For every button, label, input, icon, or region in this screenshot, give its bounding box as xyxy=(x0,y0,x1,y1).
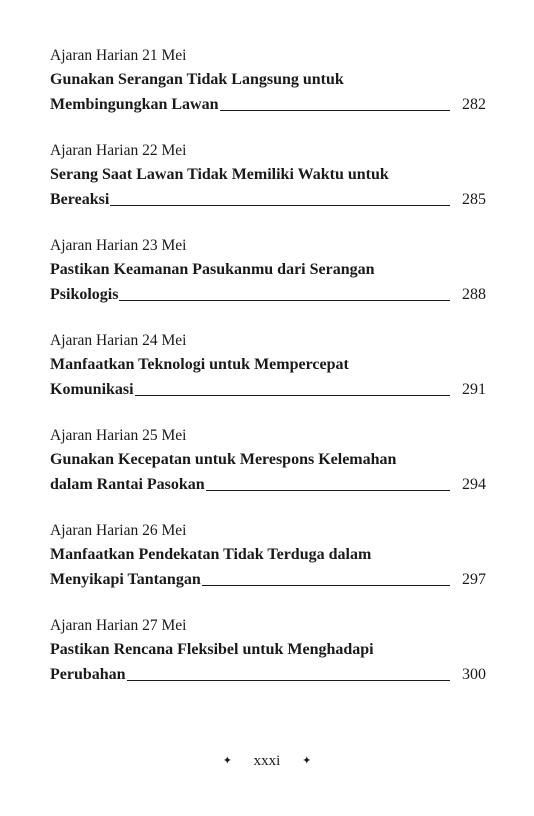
toc-entry xyxy=(50,45,486,117)
entry-title-line2-text: dalam Rantai Pasokan xyxy=(50,476,205,493)
dot-leader xyxy=(127,680,450,681)
entry-kicker: Ajaran Harian 25 Mei xyxy=(50,427,187,444)
entry-page-number: 300 xyxy=(462,666,486,683)
entry-title-line2-text: Komunikasi xyxy=(50,381,134,398)
entry-title-line2-text: Membingungkan Lawan xyxy=(50,96,219,113)
entry-kicker: Ajaran Harian 24 Mei xyxy=(50,332,187,349)
entry-title xyxy=(50,542,486,592)
entry-title xyxy=(50,67,486,117)
entry-page-number: 285 xyxy=(462,191,486,208)
entry-title-line2 xyxy=(50,377,486,402)
ornament-star-icon: ✦ xyxy=(302,754,312,767)
dot-leader xyxy=(220,110,451,111)
entry-page-number: 288 xyxy=(462,286,486,303)
entry-page-number: 294 xyxy=(462,476,486,493)
entry-kicker: Ajaran Harian 23 Mei xyxy=(50,237,187,254)
entry-title-line2-text: Perubahan xyxy=(50,666,126,683)
entry-title xyxy=(50,257,486,307)
entry-kicker: Ajaran Harian 22 Mei xyxy=(50,142,187,159)
entry-title xyxy=(50,447,486,497)
toc-entry xyxy=(50,520,486,592)
toc-entry xyxy=(50,235,486,307)
entry-title xyxy=(50,162,486,212)
entry-title-line2 xyxy=(50,282,486,307)
entry-kicker: Ajaran Harian 26 Mei xyxy=(50,522,187,539)
entry-title-line1: Gunakan Serangan Tidak Langsung untuk xyxy=(50,71,344,88)
entry-title xyxy=(50,637,486,687)
toc-entry xyxy=(50,425,486,497)
entry-title xyxy=(50,352,486,402)
toc-entry xyxy=(50,330,486,402)
entry-title-line2-text: Psikologis xyxy=(50,286,119,303)
entry-title-line2 xyxy=(50,567,486,592)
entry-title-line2-text: Menyikapi Tantangan xyxy=(50,571,201,588)
entry-title-line1: Manfaatkan Teknologi untuk Mempercepat xyxy=(50,356,349,373)
entry-kicker: Ajaran Harian 27 Mei xyxy=(50,617,187,634)
toc-entry xyxy=(50,615,486,687)
entry-title-line2 xyxy=(50,662,486,687)
dot-leader xyxy=(119,300,450,301)
table-of-contents xyxy=(50,45,486,710)
entry-page-number: 282 xyxy=(462,96,486,113)
entry-page-number: 291 xyxy=(462,381,486,398)
entry-title-line1: Pastikan Keamanan Pasukanmu dari Serangan xyxy=(50,261,375,278)
entry-title-line2-text: Bereaksi xyxy=(50,191,110,208)
page-folio: xxxi xyxy=(253,752,281,769)
entry-title-line1: Pastikan Rencana Fleksibel untuk Menghadapi xyxy=(50,641,374,658)
entry-kicker: Ajaran Harian 21 Mei xyxy=(50,47,187,64)
entry-title-line1: Gunakan Kecepatan untuk Merespons Kelemahan xyxy=(50,451,397,468)
entry-title-line1: Serang Saat Lawan Tidak Memiliki Waktu untuk xyxy=(50,166,389,183)
dot-leader xyxy=(110,205,450,206)
entry-page-number: 297 xyxy=(462,571,486,588)
entry-title-line2 xyxy=(50,92,486,117)
toc-entry xyxy=(50,140,486,212)
entry-title-line1: Manfaatkan Pendekatan Tidak Terduga dalam xyxy=(50,546,372,563)
entry-title-line2 xyxy=(50,187,486,212)
dot-leader xyxy=(135,395,450,396)
dot-leader xyxy=(206,490,450,491)
page-footer xyxy=(0,750,534,771)
ornament-star-icon: ✦ xyxy=(222,754,232,767)
dot-leader xyxy=(202,585,450,586)
entry-title-line2 xyxy=(50,472,486,497)
